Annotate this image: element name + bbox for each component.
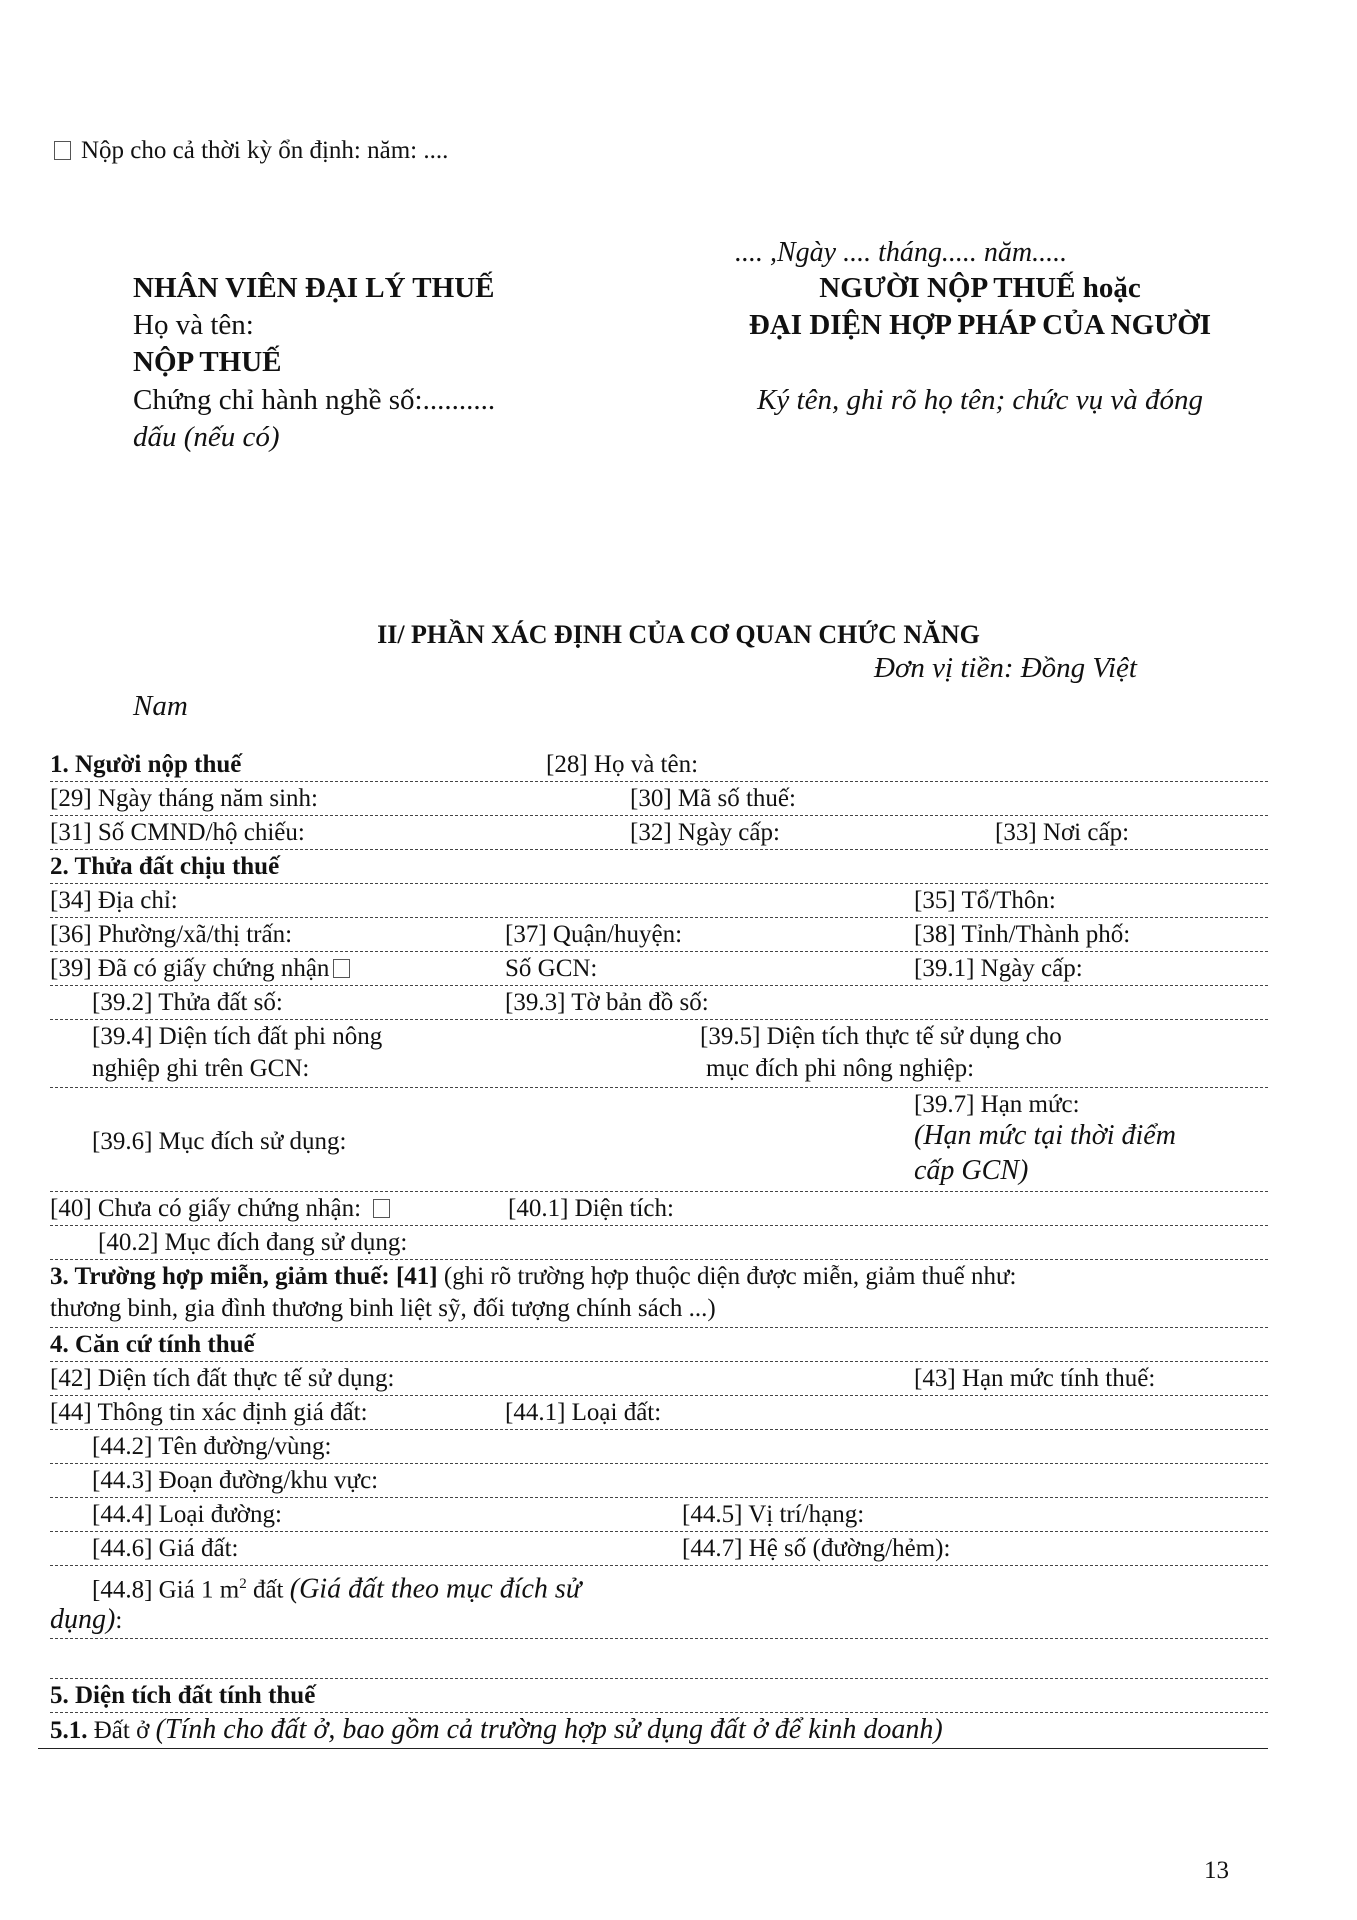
field-44: [44] Thông tin xác định giá đất: <box>50 1399 368 1426</box>
field-40-1[interactable]: [40.1] Diện tích: <box>508 1195 674 1222</box>
row-certificate <box>50 951 1268 986</box>
section-3-text: (ghi rõ trường hợp thuộc diện được miễn, giảm thuế như: <box>437 1263 1017 1290</box>
field-39-6[interactable]: [39.6] Mục đích sử dụng: <box>92 1128 347 1155</box>
field-36[interactable]: [36] Phường/xã/thị trấn: <box>50 921 293 948</box>
row-land-price <box>50 1531 1268 1566</box>
row-taxpayer <box>50 747 1268 782</box>
no-certificate-checkbox[interactable] <box>373 1199 390 1218</box>
field-33[interactable]: [33] Nơi cấp: <box>995 819 1130 846</box>
field-32[interactable]: [32] Ngày cấp: <box>630 819 780 846</box>
row-current-purpose <box>50 1225 1268 1260</box>
section-1-title: 1. Người nộp thuế <box>50 751 242 778</box>
agent-cert-label: Chứng chỉ hành nghề số:.......... <box>133 384 496 416</box>
field-44-7[interactable]: [44.7] Hệ số (đường/hẻm): <box>682 1535 951 1562</box>
section-5-1-text: Đất ở <box>87 1717 156 1744</box>
field-44-1[interactable]: [44.1] Loại đất: <box>505 1399 662 1426</box>
section-5-title: 5. Diện tích đất tính thuế <box>50 1682 316 1709</box>
taxpayer-title-3: NỘP THUẾ <box>133 346 282 378</box>
row-price-per-m2: [44.8] Giá 1 $m^2$ đất (Giá đất theo mục đích sử dụng): <box>50 1565 1268 1639</box>
field-39: [39] Đã có giấy chứng nhận <box>50 955 330 982</box>
row-no-certificate <box>50 1191 1268 1226</box>
row-street-name <box>50 1429 1268 1464</box>
field-44-2[interactable]: [44.2] Tên đường/vùng: <box>92 1433 332 1460</box>
field-44-5[interactable]: [44.5] Vị trí/hạng: <box>682 1501 865 1528</box>
field-38[interactable]: [38] Tỉnh/Thành phố: <box>914 921 1131 948</box>
field-44-4[interactable]: [44.4] Loại đường: <box>92 1501 282 1528</box>
row-ward <box>50 917 1268 952</box>
field-44-3[interactable]: [44.3] Đoạn đường/khu vực: <box>92 1467 379 1494</box>
row-blank <box>50 1638 1268 1679</box>
field-39-gcn[interactable]: Số GCN: <box>505 955 598 982</box>
section-5-1-note: (Tính cho đất ở, bao gồm cả trường hợp sử dụng đất ở để kinh doanh) <box>155 1714 943 1745</box>
field-44-8[interactable]: [44.8] Giá 1 $m^2$ đất (Giá đất theo mục đích sử <box>92 1573 582 1605</box>
field-34[interactable]: [34] Địa chỉ: <box>50 887 178 914</box>
agent-name-label: Họ và tên: <box>133 309 254 341</box>
field-37[interactable]: [37] Quận/huyện: <box>505 921 683 948</box>
row-street-type <box>50 1497 1268 1532</box>
field-35[interactable]: [35] Tổ/Thôn: <box>914 887 1056 914</box>
section-5-1-number: 5.1. <box>50 1717 88 1744</box>
taxpayer-title-2: ĐẠI DIỆN HỢP PHÁP CỦA NGƯỜI <box>748 309 1212 341</box>
field-40: [40] Chưa có giấy chứng nhận: <box>50 1195 362 1222</box>
field-42[interactable]: [42] Diện tích đất thực tế sử dụng: <box>50 1365 395 1392</box>
row-actual-area <box>50 1361 1268 1396</box>
row-street-section <box>50 1463 1268 1498</box>
row-address <box>50 883 1268 918</box>
row-id <box>50 815 1268 850</box>
section-4-title: 4. Căn cứ tính thuế <box>50 1331 255 1358</box>
date-line: .... ,Ngày .... tháng..... năm..... <box>735 237 1068 268</box>
taxpayer-sign-2: dấu (nếu có) <box>133 421 280 453</box>
has-certificate-checkbox[interactable] <box>333 959 350 978</box>
field-39-2[interactable]: [39.2] Thửa đất số: <box>92 989 283 1016</box>
field-39-3[interactable]: [39.3] Tờ bản đồ số: <box>505 989 709 1016</box>
field-39-7-note-1: (Hạn mức tại thời điểm <box>914 1120 1176 1151</box>
row-exemption <box>50 1259 1268 1328</box>
taxpayer-title-1: NGƯỜI NỘP THUẾ hoặc <box>819 272 1141 304</box>
field-40-2[interactable]: [40.2] Mục đích đang sử dụng: <box>98 1229 408 1256</box>
stable-period-checkbox-line: Nộp cho cả thời kỳ ổn định: năm: .... <box>50 137 448 165</box>
field-43[interactable]: [43] Hạn mức tính thuế: <box>914 1365 1156 1392</box>
row-residential-land <box>38 1712 1268 1749</box>
page-number: 13 <box>1204 1857 1229 1884</box>
field-39-4a[interactable]: [39.4] Diện tích đất phi nông <box>92 1023 383 1050</box>
field-39-4b: nghiệp ghi trên GCN: <box>92 1055 310 1082</box>
section-3-title: 3. Trường hợp miễn, giảm thuế: [41] <box>50 1263 438 1290</box>
agent-title: NHÂN VIÊN ĐẠI LÝ THUẾ <box>133 272 495 304</box>
field-39-7[interactable]: [39.7] Hạn mức: <box>914 1091 1080 1118</box>
taxpayer-sign-1: Ký tên, ghi rõ họ tên; chức vụ và đóng <box>757 384 1203 416</box>
field-28[interactable]: [28] Họ và tên: <box>546 751 699 778</box>
field-44-8-note-2: dụng) <box>50 1604 116 1635</box>
currency-unit-1: Đơn vị tiền: Đồng Việt <box>874 652 1137 684</box>
currency-unit-2: Nam <box>133 690 188 722</box>
field-30[interactable]: [30] Mã số thuế: <box>630 785 796 812</box>
stable-period-checkbox[interactable] <box>54 141 71 160</box>
field-44-6[interactable]: [44.6] Giá đất: <box>92 1535 239 1562</box>
row-area <box>50 1019 1268 1088</box>
field-39-7-note-2: cấp GCN) <box>914 1155 1029 1186</box>
row-purpose <box>50 1087 1268 1192</box>
section-3-line-2: thương binh, gia đình thương binh liệt sỹ, đối tượng chính sách ...) <box>50 1295 716 1322</box>
row-plot <box>50 985 1268 1020</box>
field-39-5b: mục đích phi nông nghiệp: <box>706 1055 975 1082</box>
section-2-title: 2. Thửa đất chịu thuế <box>50 853 280 880</box>
row-price-info <box>50 1395 1268 1430</box>
field-29[interactable]: [29] Ngày tháng năm sinh: <box>50 785 319 812</box>
row-land-title <box>50 849 1268 884</box>
field-31[interactable]: [31] Số CMND/hộ chiếu: <box>50 819 305 846</box>
row-birth <box>50 781 1268 816</box>
field-39-5a[interactable]: [39.5] Diện tích thực tế sử dụng cho <box>700 1023 1062 1050</box>
row-taxable-area <box>50 1678 1268 1713</box>
row-basis-title <box>50 1327 1268 1362</box>
field-39-1[interactable]: [39.1] Ngày cấp: <box>914 955 1083 982</box>
section-title: II/ PHẦN XÁC ĐỊNH CỦA CƠ QUAN CHỨC NĂNG <box>377 620 980 649</box>
